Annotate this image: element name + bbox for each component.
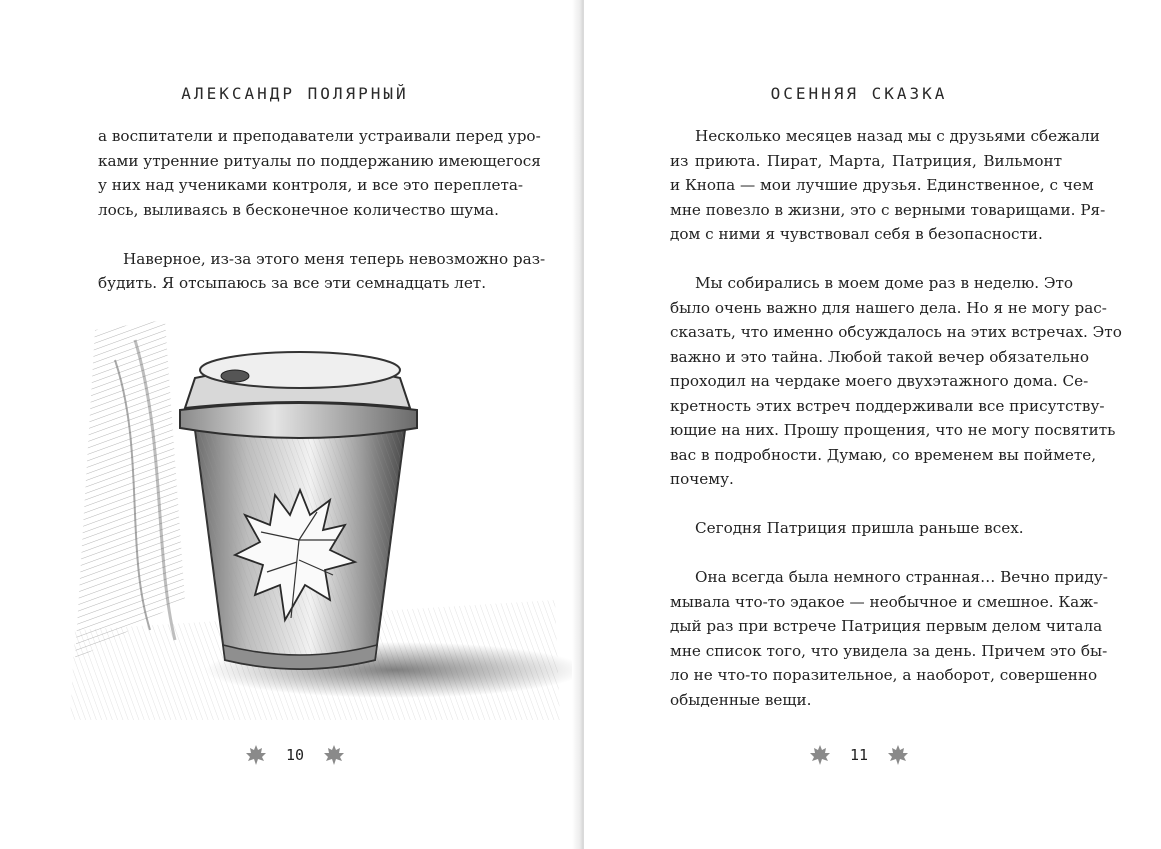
text-line: обыденные вещи. bbox=[670, 690, 812, 709]
running-head-author: АЛЕКСАНДР ПОЛЯРНЫЙ bbox=[181, 84, 409, 103]
text-line: лось, выливаясь в бесконечное количество шума. bbox=[98, 200, 499, 219]
maple-leaf-icon bbox=[887, 744, 909, 766]
page-number: 10 bbox=[285, 746, 305, 764]
text-line: ками утренние ритуалы по поддержанию имеющегося bbox=[98, 151, 541, 170]
text-line: было очень важно для нашего дела. Но я не могу рас- bbox=[670, 298, 1107, 317]
text-line: а воспитатели и преподаватели устраивали перед уро- bbox=[98, 127, 541, 145]
page-number-right bbox=[564, 744, 1154, 766]
right-page bbox=[584, 0, 1161, 849]
left-page-text bbox=[98, 124, 546, 296]
text-line: и Кнопа — мои лучшие друзья. Единственное, с чем bbox=[670, 176, 1094, 194]
text-line: будить. Я отсыпаюсь за все эти семнадцать лет. bbox=[98, 274, 487, 292]
left-page bbox=[0, 0, 578, 849]
text-line: ющие на них. Прошу прощения, что не могу посвятить bbox=[670, 421, 1116, 439]
text-line: важно и это тайна. Любой такой вечер обязательно bbox=[670, 347, 1089, 366]
text-line: проходил на чердаке моего двухэтажного дома. Се- bbox=[670, 372, 1089, 390]
maple-leaf-icon bbox=[323, 744, 345, 766]
text-line: кретность этих встреч поддерживали все присутству- bbox=[670, 396, 1105, 415]
text-line: Мы собирались в моем доме раз в неделю. Это bbox=[695, 274, 1074, 292]
text-line: из приюта. Пират, Марта, Патриция, Вильмонт bbox=[670, 151, 1062, 170]
text-line: почему. bbox=[670, 470, 734, 488]
text-line: вас в подробности. Думаю, со временем вы поймете, bbox=[670, 445, 1097, 464]
text-line: Наверное, из-за этого меня теперь невозможно раз- bbox=[123, 249, 546, 268]
text-line: Сегодня Патриция пришла раньше всех. bbox=[695, 519, 1024, 537]
right-page-text bbox=[670, 124, 1122, 712]
text-line: мне список того, что увидела за день. Причем это бы- bbox=[670, 641, 1108, 660]
text-line: дом с ними я чувствовал себя в безопасности. bbox=[670, 225, 1043, 243]
text-line: сказать, что именно обсуждалось на этих встречах. Это bbox=[670, 323, 1122, 341]
maple-leaf-icon bbox=[809, 744, 831, 766]
text-line: ло не что-то поразительное, а наоборот, совершенно bbox=[670, 666, 1098, 684]
text-line: у них над учениками контроля, и все это переплета- bbox=[98, 176, 524, 194]
text-line: мывала что-то эдакое — необычное и смешное. Каж- bbox=[670, 592, 1099, 611]
running-head-title: ОСЕННЯЯ СКАЗКА bbox=[770, 84, 948, 103]
page-number: 11 bbox=[849, 746, 869, 764]
page-number-left bbox=[0, 744, 590, 766]
text-line: дый раз при встрече Патриция первым делом читала bbox=[670, 617, 1103, 635]
text-line: Несколько месяцев назад мы с друзьями сбежали bbox=[695, 127, 1100, 145]
coffee-cup-illustration bbox=[55, 300, 575, 725]
text-line: мне повезло в жизни, это с верными товарищами. Ря- bbox=[670, 200, 1106, 219]
maple-leaf-icon bbox=[245, 744, 267, 766]
text-line: Она всегда была немного странная… Вечно приду- bbox=[695, 568, 1108, 586]
